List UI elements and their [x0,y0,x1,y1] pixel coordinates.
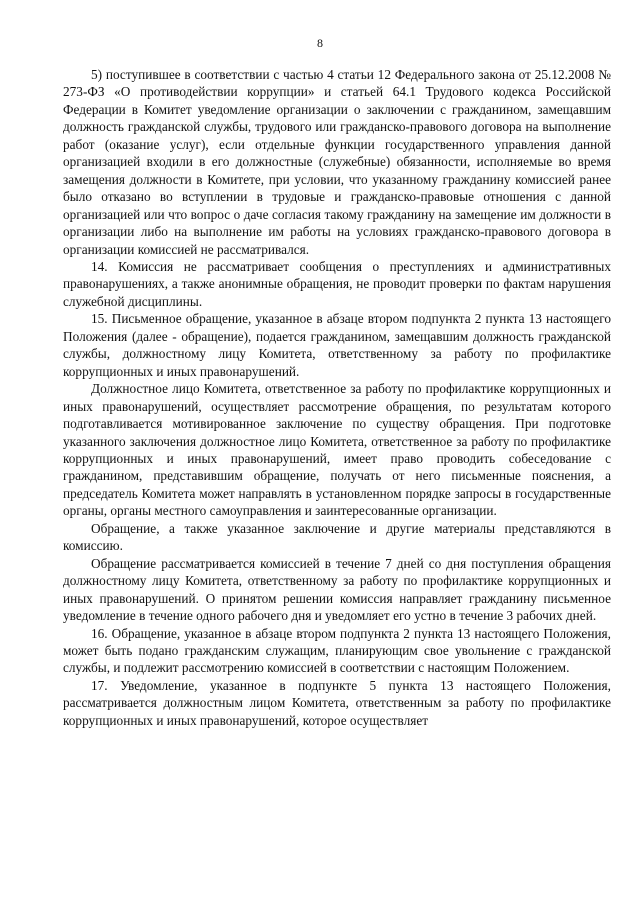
paragraph-item-15-materials: Обращение, а также указанное заключение и другие материалы представляются в комиссию. [63,520,611,554]
page-number: 8 [317,36,323,50]
paragraph-item-17: 17. Уведомление, указанное в подпункте 5 пункта 13 настоящего Положения, рассматривается должностным лицом Комитета, ответственным за работу по профилактике коррупционных и иных правонарушений, которое осуществляет [63,677,611,728]
paragraph-item-14: 14. Комиссия не рассматривает сообщения о преступлениях и административных правонарушениях, а также анонимные обращения, не проводит проверки по фактам нарушения служебной дисциплины. [63,258,611,309]
paragraph-item-16: 16. Обращение, указанное в абзаце втором подпункта 2 пункта 13 настоящего Положения, может быть подано гражданским служащим, планирующим свое увольнение с гражданской службы, и подлежит рассмотрению комиссией в соответствии с настоящим Положением. [63,625,611,676]
paragraph-subitem-5: 5) поступившее в соответствии с частью 4 статьи 12 Федерального закона от 25.12.2008 № 273-ФЗ «О противодействии коррупции» и статьей 64.1 Трудового кодекса Российской Федерации в Комитет уведомление организации о заключении с гражданином, замещавшим должность гражданской службы, трудового или гражданско-правового договора на выполнение работ (оказание услуг), если отдельные функции государственного управления данной организацией входили в его должностные (служебные) обязанности, исполняемые во время замещения должности в Комитете, при условии, что указанному гражданину комиссией ранее было отказано во вступлении в трудовые и гражданско-правовые отношения с данной организацией или что вопрос о даче согласия такому гражданину на замещение им должности в организации либо на выполнение им работы на условиях гражданско-правового договора в организации комиссией не рассматривался. [63,67,611,257]
paragraph-item-15-timing: Обращение рассматривается комиссией в течение 7 дней со дня поступления обращения должностному лицу Комитета, ответственному за работу по профилактике коррупционных и иных правонарушений. О принятом решении комиссия направляет гражданину письменное уведомление в течение одного рабочего дня и уведомляет его устно в течение 3 рабочих дней. [63,555,611,624]
paragraph-item-15-official: Должностное лицо Комитета, ответственное за работу по профилактике коррупционных и иных правонарушений, осуществляет рассмотрение обращения, по результатам которого подготавливается мотивированное заключение по существу обращения. При подготовке указанного заключения должностное лицо Комитета, ответственное за работу по профилактике коррупционных и иных правонарушений, имеет право проводить собеседование с гражданином, представившим обращение, получать от него письменные пояснения, а председатель Комитета может направлять в установленном порядке запросы в государственные органы, органы местного самоуправления и заинтересованные организации. [63,381,611,519]
paragraph-item-15: 15. Письменное обращение, указанное в абзаце втором подпункта 2 пункта 13 настоящего Положения (далее - обращение), подается гражданином, замещавшим должность гражданской службы, должностному лицу Комитета, ответственному за работу по профилактике коррупционных и иных правонарушений. [63,311,611,379]
document-body [63,66,611,729]
